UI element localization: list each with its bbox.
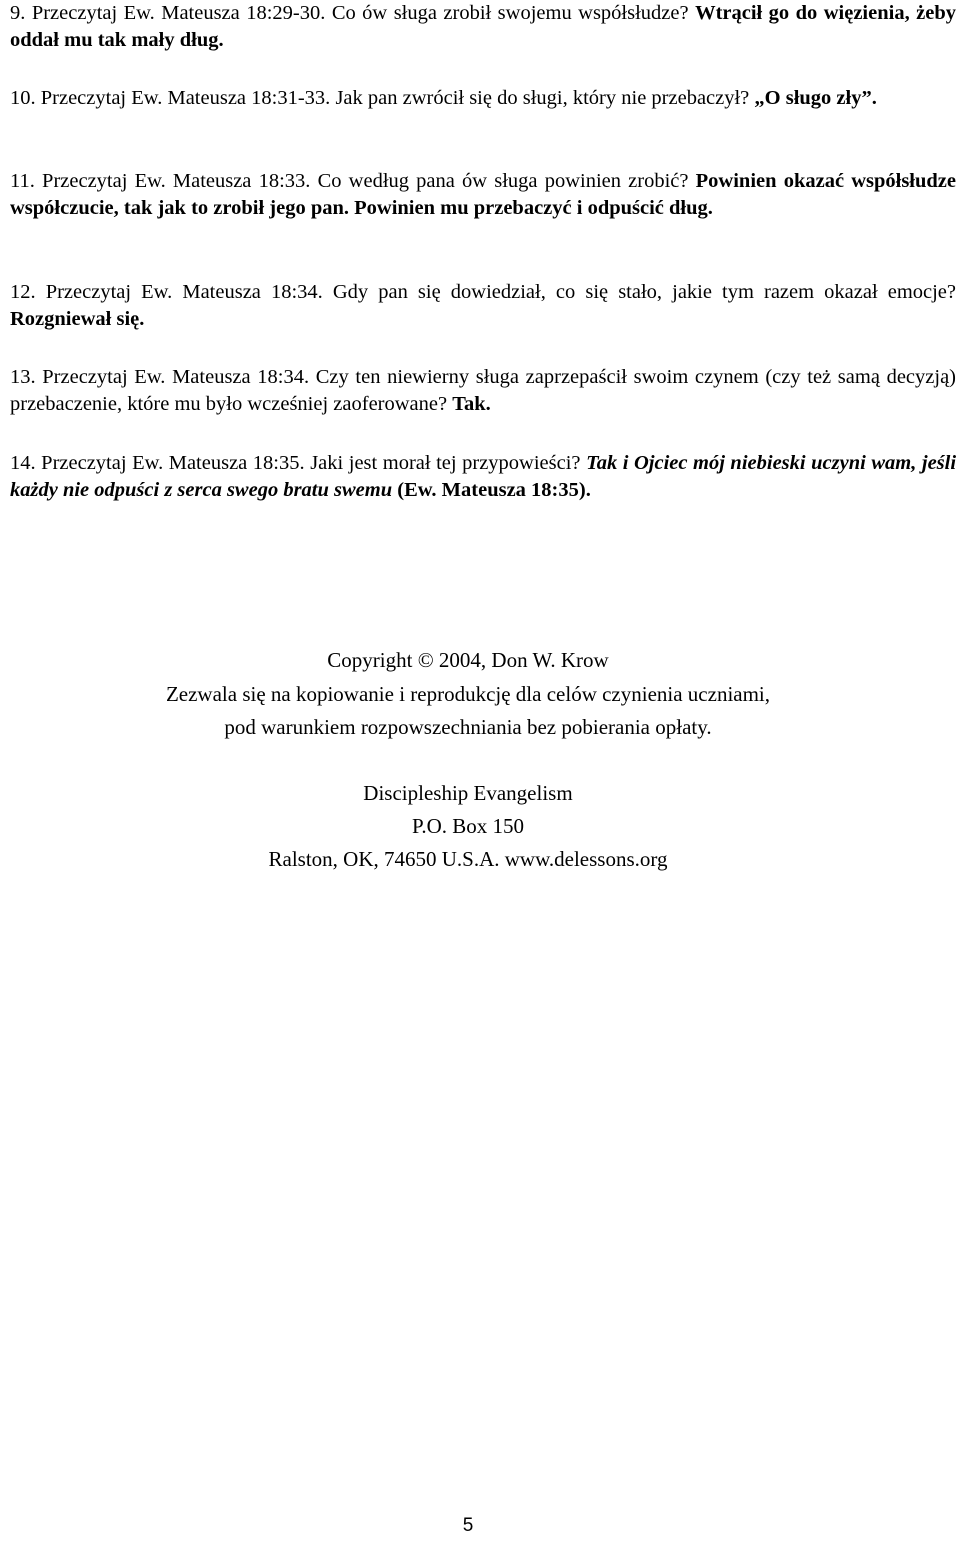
question-text: Co ów sługa zrobił swojemu współsłudze? xyxy=(331,2,689,24)
question-text: Gdy pan się dowiedział, co się stało, jakie tym razem okazał emocje? xyxy=(332,281,957,303)
question-text: Jaki jest morał tej przypowieści? xyxy=(310,452,581,474)
permission-line-2: pod warunkiem rozpowszechniania bez pobierania opłaty. xyxy=(224,715,712,739)
scripture-reference: Przeczytaj Ew. Mateusza 18:33. xyxy=(42,170,311,192)
permission-line-1: Zezwala się na kopiowanie i reprodukcję dla celów czynienia uczniami, xyxy=(165,682,771,706)
question-number: 9. xyxy=(10,2,26,24)
answer-text: „O sługo zły”. xyxy=(754,87,877,109)
question-text: Co według pana ów sługa powinien zrobić? xyxy=(317,170,689,192)
question-number: 11. xyxy=(10,170,35,192)
question-item-10 xyxy=(10,85,956,112)
question-item-9 xyxy=(10,0,956,54)
question-number: 13. xyxy=(10,366,36,388)
question-number: 14. xyxy=(10,452,36,474)
copyright-line: Copyright © 2004, Don W. Krow xyxy=(327,648,609,672)
po-box-line: P.O. Box 150 xyxy=(411,814,525,838)
question-item-13 xyxy=(10,364,956,418)
address-and-website-line: Ralston, OK, 74650 U.S.A. www.delessons.org xyxy=(268,847,668,871)
scripture-reference: Przeczytaj Ew. Mateusza 18:34. xyxy=(42,366,310,388)
organization-name: Discipleship Evangelism xyxy=(363,781,573,805)
answer-text: Tak. xyxy=(452,393,491,415)
scripture-reference: Przeczytaj Ew. Mateusza 18:29-30. xyxy=(31,2,326,24)
answer-text: Rozgniewał się. xyxy=(10,308,145,330)
page-number: 5 xyxy=(462,1515,474,1536)
question-text: Czy ten niewierny sługa zaprzepaścił swoim czynem (czy też samą decyzją) przebaczenie, które mu było wcześniej zaoferowane? xyxy=(10,366,956,415)
question-text: Jak pan zwrócił się do sługi, który nie przebaczył? xyxy=(335,87,750,109)
question-number: 10. xyxy=(10,87,36,109)
answer-quote-text: Tak i Ojciec mój niebieski uczyni wam, jeśli każdy nie odpuści z serca swego bratu swemu xyxy=(10,452,957,501)
question-item-12 xyxy=(10,279,956,333)
question-item-11 xyxy=(10,168,956,222)
question-number: 12. xyxy=(10,281,36,303)
answer-text: Wtrącił go do więzienia, żeby oddał mu tak mały dług. xyxy=(10,2,956,51)
answer-text: Powinien okazać współsłudze współczucie, tak jak to zrobił jego pan. Powinien mu przebaczyć i odpuścić dług. xyxy=(10,170,957,219)
scripture-reference: Przeczytaj Ew. Mateusza 18:35. xyxy=(41,452,305,474)
scripture-reference: Przeczytaj Ew. Mateusza 18:31-33. xyxy=(40,87,331,109)
answer-reference-text: (Ew. Mateusza 18:35). xyxy=(397,479,591,501)
question-item-14 xyxy=(10,450,956,504)
scripture-reference: Przeczytaj Ew. Mateusza 18:34. xyxy=(45,281,323,303)
